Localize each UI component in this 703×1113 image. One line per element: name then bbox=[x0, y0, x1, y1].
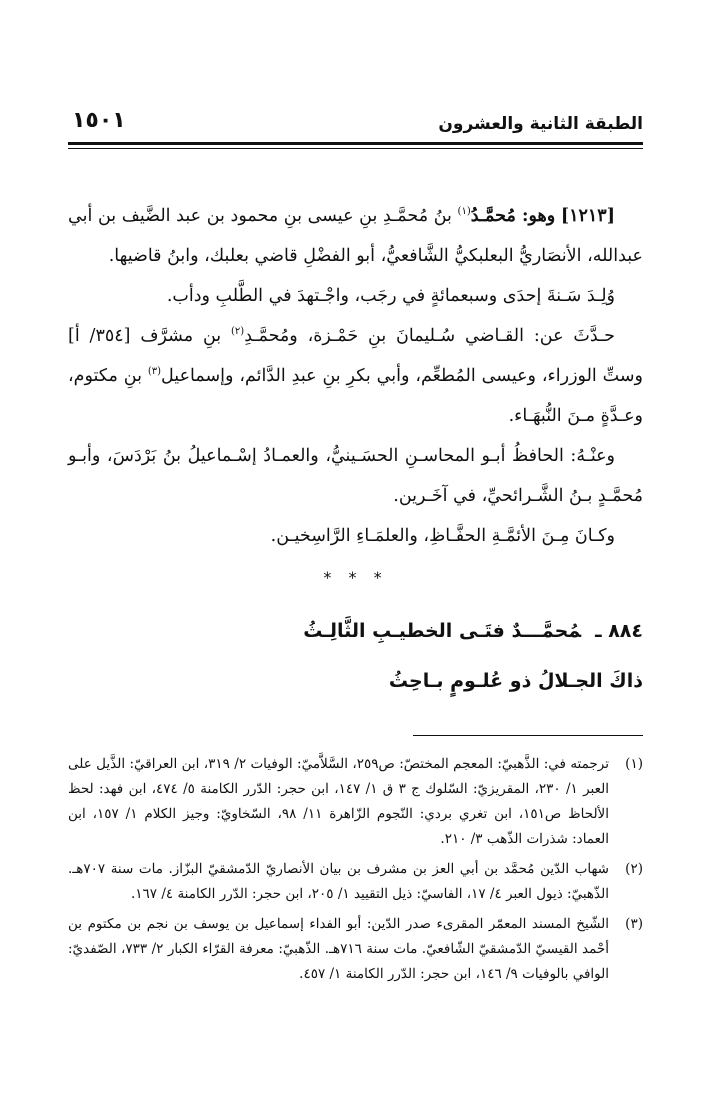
entry-intro: وهو: مُحمَّـدُ bbox=[470, 206, 556, 226]
footnote-ref-1: (١) bbox=[457, 206, 471, 218]
verse-line-1-text: مُحمَّـــدٌ فتَـى الخطيـبِ الثَّالِـثُ bbox=[303, 620, 582, 642]
verse-number: ٨٨٤ ـ bbox=[595, 620, 643, 642]
footnote-ref-3: (٣) bbox=[147, 366, 162, 378]
footnote-text: ترجمته في: الذَّهبيّ: المعجم المختصّ: ص٢٥٩، السَّلاَّميّ: الوفيات ٢/ ٣١٩، ابن العراقيّ: الذَّيل على العبر ١/ ٢٣٠، المقريزيّ: السّلوك ج ٣ ق ١/ ١٤٧، ابن حجر: الدّرر الكامنة ٥/ ٤٧٤، ابن فهد: لحظ الألحاظ ص١٥١، ابن تغري بردي: النّجوم الزّاهرة ١١/ ٩٨، السّخاويّ: وجيز الكلام ١/ ١٥٧، ابن العماد: شذرات الذّهب ٣/ ٢١٠. bbox=[68, 756, 610, 847]
footnote-rule bbox=[413, 735, 643, 736]
footnote-label: (١) bbox=[625, 756, 643, 772]
footnote-ref-2: (٢) bbox=[231, 326, 245, 338]
footnote bbox=[68, 857, 643, 907]
entry-narrators-paragraph bbox=[68, 316, 643, 436]
page-number: ١٥٠١ bbox=[72, 108, 126, 133]
narrators-part-c: بنِ مكتوم، وعـدَّةٍ مـنَ النُّبهَـاء. bbox=[68, 366, 643, 426]
narrators-part-b: بنِ مشرَّف [٣٥٤/ أ] وستِّ الوزراء، وعيسى المُطعِّم، وأبي بكرِ بنِ عبدِ الدَّائم، وإسماعيل bbox=[68, 326, 643, 386]
footnote-text: الشّيخ المسند المعمّر المقرىء صدر الدّين: أبو الفداء إسماعيل بن يوسف بن نجم بن مكتوم بن أحْمد القيسيّ الدّمشقيّ الشّافعيّ. مات سنة ٧١٦هـ. الذّهبيّ: معرفة القرّاء الكبار ٢/ ٧٣٣، الصّفديّ: الوافي بالوفيات ٩/ ١٤٦، ابن حجر: الدّرر الكامنة ١/ ٤٥٧. bbox=[68, 916, 610, 982]
entry-birth-paragraph: وُلِـدَ سَـنةَ إحدَى وسبعمائةٍ في رجَب، واجْـتهدَ في الطَّلبِ ودأب. bbox=[166, 286, 615, 306]
verse-line-2: ذاكَ الجـلالُ ذو عُلـومٍ بـاحِثُ bbox=[388, 670, 643, 692]
footnote bbox=[68, 912, 643, 987]
section-divider-stars: * * * bbox=[323, 568, 388, 587]
footnote-text: شهاب الدّين مُحمَّد بن أبي العز بن مشرف بن بيان الأنصاريّ الدّمشقيّ البزّاز. مات سنة ٧٠٧هـ. الذّهبيّ: ذيول العبر ٤/ ١٧، الفاسيّ: ذيل التقييد ١/ ٢٠٥، ابن حجر: الدّرر الكامنة ٤/ ١٦٧. bbox=[68, 861, 609, 902]
entry-name-paragraph bbox=[68, 196, 643, 276]
footnote bbox=[68, 752, 643, 852]
header-rule-thin bbox=[68, 148, 643, 149]
footnote-label: (٣) bbox=[625, 916, 643, 932]
header-rule bbox=[68, 142, 643, 145]
running-title: الطبقة الثانية والعشرون bbox=[438, 114, 643, 134]
entry-name-rest: بنُ مُحمَّـدِ بنِ عيسى بنِ محمود بن عبد الضَّيف بن أبي عبدالله، الأنصَاريُّ البعلبكيُّ الشَّافعيُّ، أبو الفضْلِ قاضي بعلبك، وابنُ قاضيها. bbox=[68, 206, 643, 266]
narrators-part-a: حـدَّثَ عن: القـاضي سُـليمانَ بنِ حَمْـزة، ومُحمَّـدِ bbox=[244, 326, 615, 346]
verse-line-1 bbox=[303, 620, 643, 642]
footnote-label: (٢) bbox=[625, 861, 643, 877]
entry-students-paragraph: وعنْـهُ: الحافظُ أبـو المحاسـنِ الحسَـينيُّ، والعمـادُ إسْـماعيلُ بنُ بَرْدَسَ، وأبـو مُحمَّـدٍ بـنُ الشَّـرائحيِّ، في آخَـرين. bbox=[68, 446, 643, 506]
footnotes bbox=[68, 752, 643, 992]
entry-status-paragraph: وكـانَ مِـنَ الأئمَّـةِ الحفَّـاظِ، والعلمَـاءِ الرَّاسِخيـن. bbox=[270, 526, 615, 546]
entry-number: [١٢١٣] bbox=[560, 206, 615, 226]
main-text bbox=[68, 196, 643, 604]
